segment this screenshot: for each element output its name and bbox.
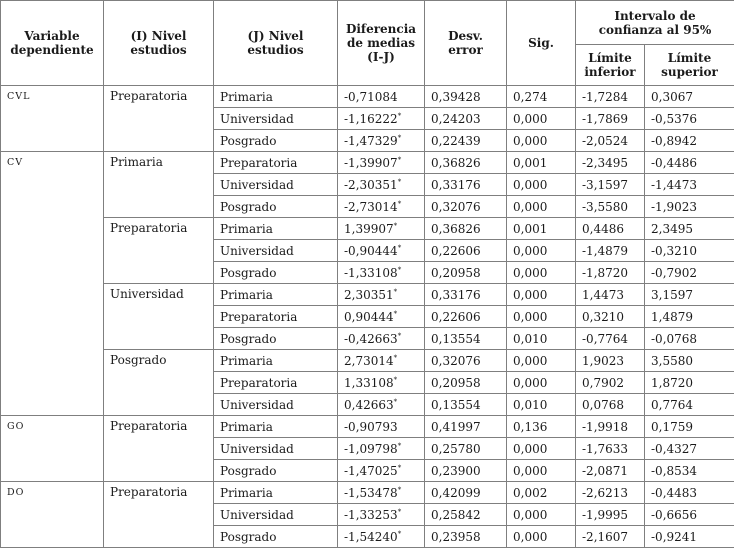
i-level-cell: Posgrado (104, 350, 214, 416)
mean-diff-value: -1,33253 (344, 508, 398, 522)
mean-diff-value: -1,39907 (344, 156, 398, 170)
lower-bound-cell: 0,0768 (576, 394, 645, 416)
lower-bound-cell: 0,4486 (576, 218, 645, 240)
upper-bound-cell: -0,0768 (645, 328, 734, 350)
j-level-cell: Posgrado (214, 526, 338, 548)
sig-cell: 0,136 (507, 416, 576, 438)
upper-bound-cell: -1,4473 (645, 174, 734, 196)
mean-diff-cell (338, 394, 425, 416)
sig-cell: 0,010 (507, 394, 576, 416)
mean-diff-cell (338, 174, 425, 196)
j-level-cell: Primaria (214, 284, 338, 306)
j-level-cell: Universidad (214, 174, 338, 196)
header-ci: Intervalo de confianza al 95% (576, 1, 734, 45)
significance-star: * (394, 222, 398, 230)
sig-cell: 0,000 (507, 306, 576, 328)
std-error-cell: 0,24203 (425, 108, 507, 130)
significance-star: * (394, 398, 398, 406)
std-error-cell: 0,25780 (425, 438, 507, 460)
upper-bound-cell: -0,8942 (645, 130, 734, 152)
mean-diff-cell (338, 504, 425, 526)
i-level-cell: Preparatoria (104, 86, 214, 152)
lower-bound-cell: -2,0871 (576, 460, 645, 482)
lower-bound-cell: -3,1597 (576, 174, 645, 196)
sig-cell: 0,001 (507, 218, 576, 240)
significance-star: * (398, 486, 402, 494)
mean-diff-value: -1,16222 (344, 112, 398, 126)
mean-diff-value: -2,73014 (344, 200, 398, 214)
std-error-cell: 0,13554 (425, 328, 507, 350)
std-error-cell: 0,36826 (425, 152, 507, 174)
header-i-level: (I) Nivel estudios (104, 1, 214, 86)
std-error-cell: 0,25842 (425, 504, 507, 526)
sig-cell: 0,000 (507, 460, 576, 482)
lower-bound-cell: 0,3210 (576, 306, 645, 328)
upper-bound-cell: -0,9241 (645, 526, 734, 548)
significance-star: * (398, 508, 402, 516)
mean-diff-cell (338, 108, 425, 130)
sig-cell: 0,000 (507, 196, 576, 218)
lower-bound-cell: -2,0524 (576, 130, 645, 152)
sig-cell: 0,274 (507, 86, 576, 108)
i-level-cell: Preparatoria (104, 218, 214, 284)
mean-diff-cell (338, 86, 425, 108)
j-level-cell: Primaria (214, 416, 338, 438)
upper-bound-cell: 2,3495 (645, 218, 734, 240)
i-level-cell: Preparatoria (104, 482, 214, 548)
upper-bound-cell: -0,5376 (645, 108, 734, 130)
significance-star: * (398, 244, 402, 252)
j-level-cell: Posgrado (214, 460, 338, 482)
mean-diff-value: -0,90793 (344, 420, 398, 434)
upper-bound-cell: -0,4483 (645, 482, 734, 504)
lower-bound-cell: -2,6213 (576, 482, 645, 504)
lower-bound-cell: 1,4473 (576, 284, 645, 306)
mean-diff-cell (338, 284, 425, 306)
i-level-cell: Universidad (104, 284, 214, 350)
sig-cell: 0,000 (507, 240, 576, 262)
mean-diff-cell (338, 526, 425, 548)
mean-diff-value: -1,54240 (344, 530, 398, 544)
header-std-error: Desv. error (425, 1, 507, 86)
sig-cell: 0,002 (507, 482, 576, 504)
header-upper: Límite superior (645, 45, 734, 86)
significance-star: * (394, 354, 398, 362)
mean-diff-cell (338, 262, 425, 284)
mean-diff-value: 0,90444 (344, 310, 394, 324)
table-row (1, 284, 734, 306)
j-level-cell: Primaria (214, 218, 338, 240)
upper-bound-cell: -0,8534 (645, 460, 734, 482)
header-sig: Sig. (507, 1, 576, 86)
upper-bound-cell: 0,1759 (645, 416, 734, 438)
j-level-cell: Primaria (214, 86, 338, 108)
std-error-cell: 0,22606 (425, 240, 507, 262)
j-level-cell: Primaria (214, 350, 338, 372)
std-error-cell: 0,13554 (425, 394, 507, 416)
lower-bound-cell: -1,7633 (576, 438, 645, 460)
j-level-cell: Posgrado (214, 196, 338, 218)
mean-diff-value: -1,47025 (344, 464, 398, 478)
mean-diff-value: 2,30351 (344, 288, 394, 302)
significance-star: * (398, 134, 402, 142)
mean-diff-cell (338, 372, 425, 394)
mean-diff-value: -1,33108 (344, 266, 398, 280)
mean-diff-cell (338, 306, 425, 328)
upper-bound-cell: 3,5580 (645, 350, 734, 372)
lower-bound-cell: -1,7284 (576, 86, 645, 108)
std-error-cell: 0,20958 (425, 262, 507, 284)
std-error-cell: 0,36826 (425, 218, 507, 240)
lower-bound-cell: -3,5580 (576, 196, 645, 218)
lower-bound-cell: 1,9023 (576, 350, 645, 372)
j-level-cell: Preparatoria (214, 152, 338, 174)
j-level-cell: Primaria (214, 482, 338, 504)
i-level-cell: Primaria (104, 152, 214, 218)
mean-diff-value: -0,90444 (344, 244, 398, 258)
upper-bound-cell: 0,3067 (645, 86, 734, 108)
upper-bound-cell: -0,6656 (645, 504, 734, 526)
mean-diff-value: 1,33108 (344, 376, 394, 390)
i-level-cell: Preparatoria (104, 416, 214, 482)
sig-cell: 0,001 (507, 152, 576, 174)
lower-bound-cell: -2,1607 (576, 526, 645, 548)
std-error-cell: 0,20958 (425, 372, 507, 394)
upper-bound-cell: 0,7764 (645, 394, 734, 416)
std-error-cell: 0,41997 (425, 416, 507, 438)
sig-cell: 0,010 (507, 328, 576, 350)
lower-bound-cell: -1,4879 (576, 240, 645, 262)
table-header (1, 1, 734, 86)
significance-star: * (398, 112, 402, 120)
lower-bound-cell: -1,8720 (576, 262, 645, 284)
sig-cell: 0,000 (507, 372, 576, 394)
j-level-cell: Posgrado (214, 328, 338, 350)
upper-bound-cell: -1,9023 (645, 196, 734, 218)
sig-cell: 0,000 (507, 284, 576, 306)
lower-bound-cell: -1,9918 (576, 416, 645, 438)
lower-bound-cell: -1,7869 (576, 108, 645, 130)
lower-bound-cell: 0,7902 (576, 372, 645, 394)
table-row (1, 350, 734, 372)
sig-cell: 0,000 (507, 350, 576, 372)
upper-bound-cell: 1,8720 (645, 372, 734, 394)
lower-bound-cell: -1,9995 (576, 504, 645, 526)
significance-star: * (398, 200, 402, 208)
table-row (1, 152, 734, 174)
significance-star: * (398, 530, 402, 538)
dependent-variable-cell: CVL (1, 86, 104, 152)
significance-star: * (394, 376, 398, 384)
std-error-cell: 0,32076 (425, 196, 507, 218)
mean-diff-cell (338, 460, 425, 482)
mean-diff-value: 1,39907 (344, 222, 394, 236)
lower-bound-cell: -2,3495 (576, 152, 645, 174)
mean-diff-cell (338, 416, 425, 438)
std-error-cell: 0,39428 (425, 86, 507, 108)
lower-bound-cell: -0,7764 (576, 328, 645, 350)
mean-diff-cell (338, 328, 425, 350)
sig-cell: 0,000 (507, 108, 576, 130)
sig-cell: 0,000 (507, 438, 576, 460)
std-error-cell: 0,22439 (425, 130, 507, 152)
upper-bound-cell: -0,7902 (645, 262, 734, 284)
std-error-cell: 0,32076 (425, 350, 507, 372)
std-error-cell: 0,33176 (425, 284, 507, 306)
dependent-variable-cell: CV (1, 152, 104, 416)
upper-bound-cell: 1,4879 (645, 306, 734, 328)
mean-diff-cell (338, 482, 425, 504)
mean-diff-cell (338, 130, 425, 152)
mean-diff-value: -1,47329 (344, 134, 398, 148)
significance-star: * (398, 442, 402, 450)
header-dependent-variable: Variable dependiente (1, 1, 104, 86)
std-error-cell: 0,33176 (425, 174, 507, 196)
mean-diff-cell (338, 152, 425, 174)
dependent-variable-cell: GO (1, 416, 104, 482)
header-lower: Límite inferior (576, 45, 645, 86)
j-level-cell: Universidad (214, 108, 338, 130)
sig-cell: 0,000 (507, 262, 576, 284)
table-row (1, 482, 734, 504)
mean-diff-value: -0,71084 (344, 90, 398, 104)
significance-star: * (398, 266, 402, 274)
significance-star: * (398, 178, 402, 186)
j-level-cell: Preparatoria (214, 372, 338, 394)
j-level-cell: Universidad (214, 438, 338, 460)
std-error-cell: 0,23900 (425, 460, 507, 482)
mean-diff-value: 0,42663 (344, 398, 394, 412)
dependent-variable-cell: DO (1, 482, 104, 548)
j-level-cell: Preparatoria (214, 306, 338, 328)
sig-cell: 0,000 (507, 130, 576, 152)
mean-diff-value: -2,30351 (344, 178, 398, 192)
j-level-cell: Universidad (214, 394, 338, 416)
sig-cell: 0,000 (507, 526, 576, 548)
significance-star: * (398, 156, 402, 164)
table-body (1, 86, 734, 548)
std-error-cell: 0,23958 (425, 526, 507, 548)
j-level-cell: Posgrado (214, 262, 338, 284)
significance-star: * (398, 332, 402, 340)
table-row (1, 218, 734, 240)
header-j-level: (J) Nivel estudios (214, 1, 338, 86)
mean-diff-value: -0,42663 (344, 332, 398, 346)
upper-bound-cell: 3,1597 (645, 284, 734, 306)
std-error-cell: 0,42099 (425, 482, 507, 504)
std-error-cell: 0,22606 (425, 306, 507, 328)
mean-diff-cell (338, 438, 425, 460)
mean-diff-value: -1,53478 (344, 486, 398, 500)
significance-star: * (394, 288, 398, 296)
mean-diff-cell (338, 240, 425, 262)
j-level-cell: Universidad (214, 504, 338, 526)
table-row (1, 416, 734, 438)
upper-bound-cell: -0,3210 (645, 240, 734, 262)
significance-star: * (398, 464, 402, 472)
significance-star: * (394, 310, 398, 318)
mean-diff-cell (338, 196, 425, 218)
j-level-cell: Posgrado (214, 130, 338, 152)
mean-diff-cell (338, 218, 425, 240)
sig-cell: 0,000 (507, 504, 576, 526)
mean-diff-value: -1,09798 (344, 442, 398, 456)
header-mean-diff: Diferencia de medias (I-J) (338, 1, 425, 86)
upper-bound-cell: -0,4327 (645, 438, 734, 460)
table-row (1, 86, 734, 108)
sig-cell: 0,000 (507, 174, 576, 196)
upper-bound-cell: -0,4486 (645, 152, 734, 174)
j-level-cell: Universidad (214, 240, 338, 262)
mean-diff-value: 2,73014 (344, 354, 394, 368)
mean-diff-cell (338, 350, 425, 372)
